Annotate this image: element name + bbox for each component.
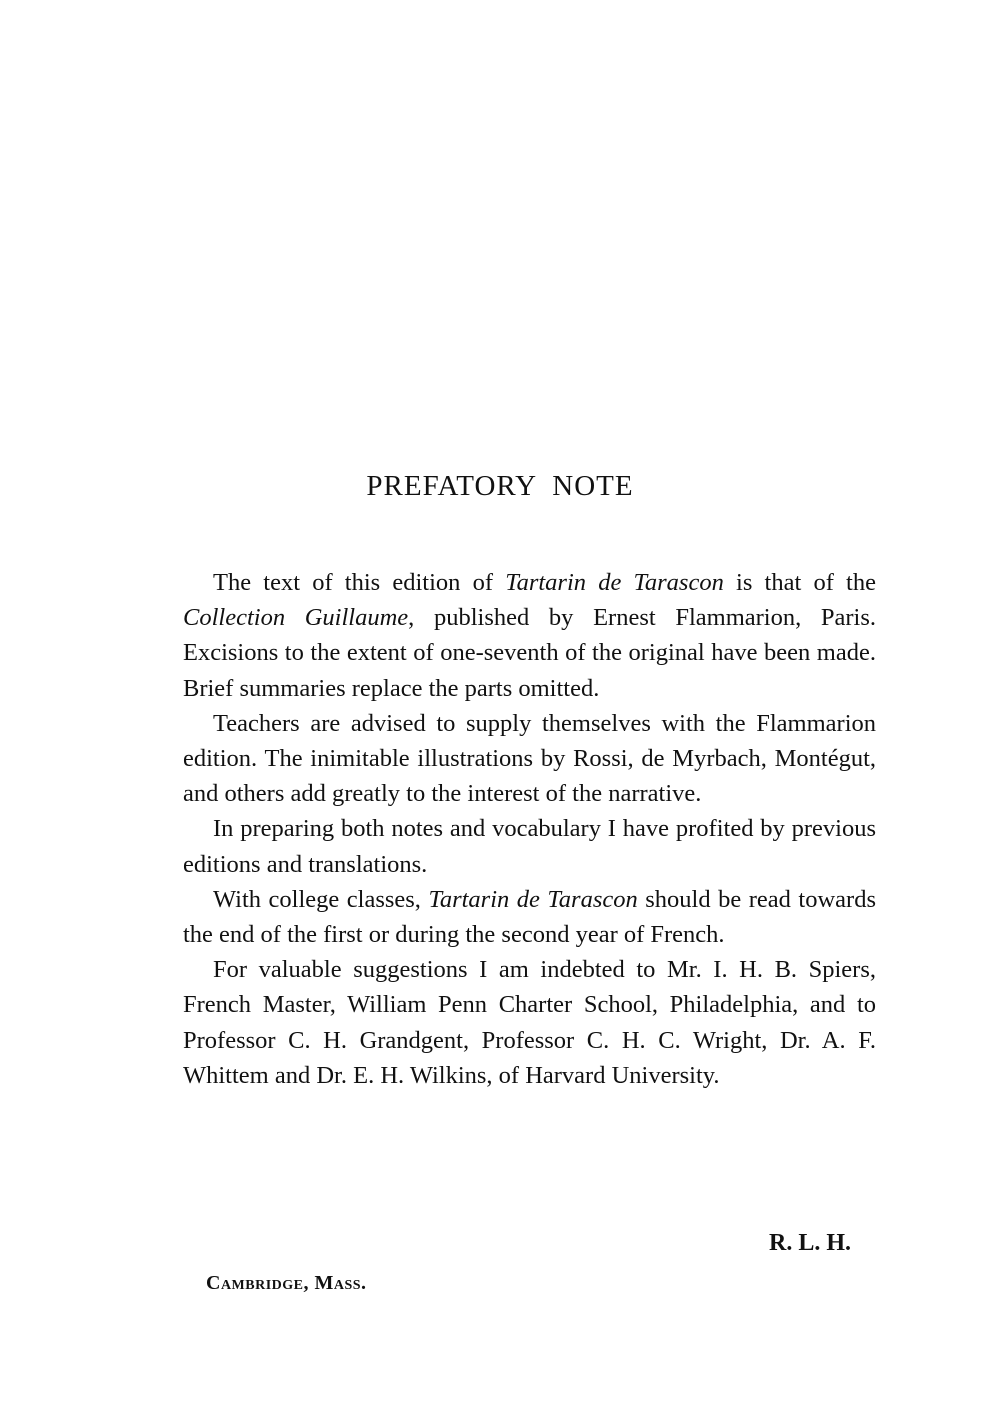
text-run: is that of the (723, 569, 876, 596)
text-run: With college classes, (213, 885, 429, 913)
text-run: should be read towards the end of the first or during the second year of French. (183, 885, 876, 949)
author-initials: R. L. H. (768, 1230, 851, 1256)
paragraph-edition-source (183, 565, 876, 706)
page-title: PREFATORY NOTE (366, 470, 634, 502)
book-title-italic: Tartarin de Tarascon (428, 885, 638, 913)
text-run: The text of this edition of (213, 569, 506, 596)
place-line: Cambridge, Mass. (206, 1272, 367, 1294)
text-run: , published by Ernest Flammarion, Paris. Excisions to the extent of one-seventh of the original have been made. Brief summaries replace the parts omitted. (183, 604, 877, 702)
paragraph-notes-vocabulary (183, 811, 876, 881)
text-run: In preparing both notes and vocabulary I have profited by previous editions and translations. (183, 815, 876, 878)
text-run: For valuable suggestions I am indebted to Mr. I. H. B. Spiers, French Master, William Penn Charter School, Philadelphia, and to Professor C. H. Grandgent, Professor C. H. C. Wright, Dr. A. F. Whittem and Dr. E. H. Wilkins, of Harvard University. (183, 956, 876, 1089)
paragraph-acknowledgements (183, 952, 876, 1093)
paragraph-college-classes (183, 882, 876, 952)
collection-title-italic: Collection Guillaume (183, 604, 409, 632)
text-run: Teachers are advised to supply themselves with the Flammarion edition. The inimitable illustrations by Rossi, de Myrbach, Montégut, and others add greatly to the interest of the narrative. (183, 709, 876, 808)
paragraph-teachers-advice (183, 706, 876, 812)
preface-body (183, 565, 876, 1093)
book-title-italic: Tartarin de Tarascon (505, 569, 724, 596)
